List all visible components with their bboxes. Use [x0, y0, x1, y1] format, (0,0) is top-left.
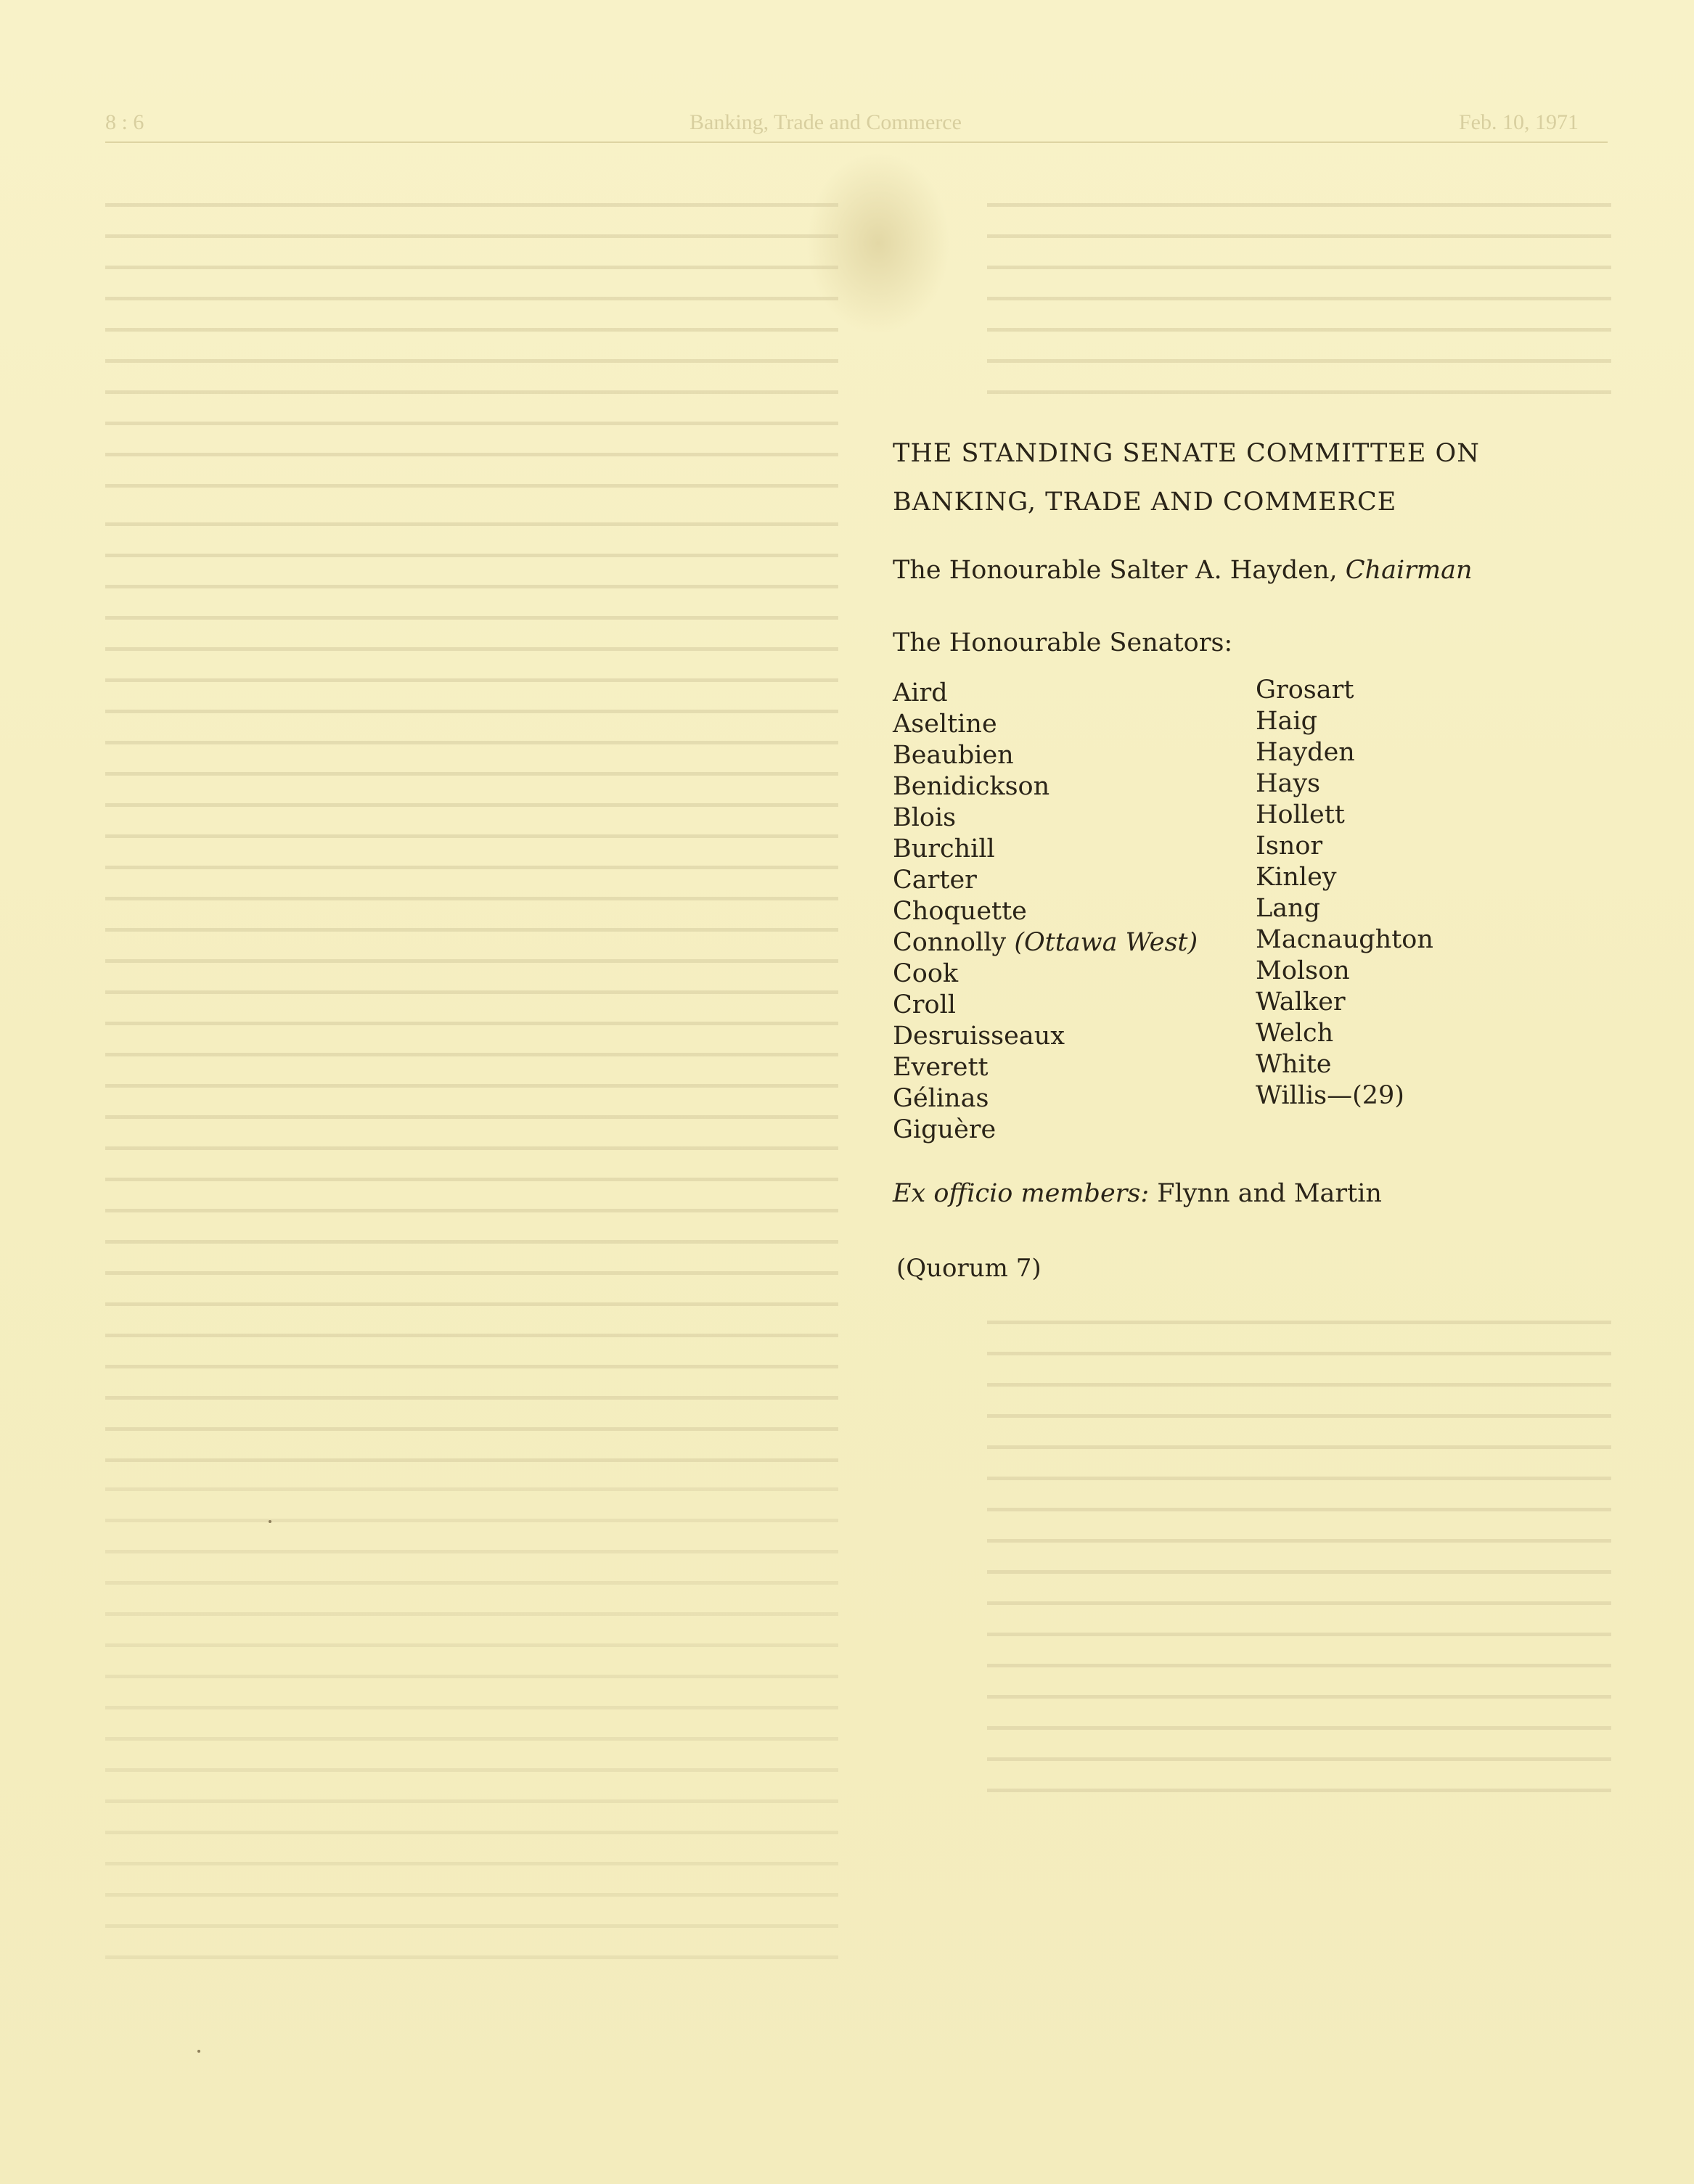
senators-right-column	[1256, 675, 1433, 1112]
paper-speck	[269, 1520, 271, 1523]
senator-name: Blois	[893, 803, 957, 832]
ghost-header-rule	[105, 141, 1608, 143]
chairman-line	[893, 556, 1473, 585]
senator-name: Kinley	[1256, 863, 1337, 892]
senator-name: Aseltine	[893, 710, 997, 739]
ghost-text-block	[987, 203, 1611, 421]
paper-speck	[197, 2050, 200, 2053]
ghost-date: Feb. 10, 1971	[1459, 110, 1579, 134]
ex-officio-label: Ex officio members:	[893, 1179, 1150, 1208]
senator-name: Isnor	[1256, 832, 1323, 861]
senator-name: Molson	[1256, 956, 1350, 985]
senator-name: Hollett	[1256, 800, 1345, 829]
senator-name: Gélinas	[893, 1084, 989, 1113]
senator-name: Giguère	[893, 1115, 997, 1144]
senator-name: Burchill	[893, 834, 995, 863]
senator-name: Croll	[893, 990, 956, 1019]
senator-name: Everett	[893, 1053, 989, 1082]
senator-name: White	[1256, 1050, 1332, 1079]
quorum-note: (Quorum 7)	[896, 1254, 1042, 1283]
senator-name: Benidickson	[893, 772, 1050, 801]
chairman-role: Chairman	[1345, 556, 1473, 585]
ghost-text-block	[987, 1321, 1611, 1799]
ghost-running-title: Banking, Trade and Commerce	[690, 110, 962, 134]
senator-name: Grosart	[1256, 676, 1354, 705]
senator-name: Welch	[1256, 1019, 1334, 1048]
ex-officio-names: Flynn and Martin	[1149, 1179, 1382, 1208]
senator-name: Haig	[1256, 707, 1317, 736]
senator-name: Desruisseaux	[893, 1022, 1065, 1051]
senator-name: Choquette	[893, 897, 1027, 926]
senator-riding-note: (Ottawa West)	[1014, 928, 1198, 957]
ghost-text-block	[105, 522, 838, 1480]
committee-title-line-1: THE STANDING SENATE COMMITTEE ON	[893, 439, 1480, 468]
senators-left-column	[893, 678, 1198, 1146]
senator-name: Cook	[893, 959, 959, 988]
ghost-text-block	[105, 1487, 838, 1981]
chairman-name: The Honourable Salter A. Hayden,	[893, 556, 1346, 585]
ghost-text-block	[105, 203, 838, 508]
senator-name: Lang	[1256, 894, 1321, 923]
senator-name: Connolly (Ottawa West)	[893, 928, 1198, 957]
senator-name: Aird	[893, 678, 948, 707]
senators-heading: The Honourable Senators:	[893, 628, 1233, 657]
ex-officio-line	[893, 1179, 1382, 1208]
senator-name: Hays	[1256, 769, 1321, 798]
senator-name: Beaubien	[893, 741, 1014, 770]
senator-name: Willis—(29)	[1256, 1081, 1404, 1110]
senator-name: Carter	[893, 866, 977, 895]
senator-name: Hayden	[1256, 738, 1355, 767]
committee-title-line-2: BANKING, TRADE AND COMMERCE	[893, 488, 1397, 517]
ghost-page-number: 8 : 6	[105, 110, 144, 134]
senator-name: Macnaughton	[1256, 925, 1433, 954]
senator-name: Walker	[1256, 988, 1346, 1017]
